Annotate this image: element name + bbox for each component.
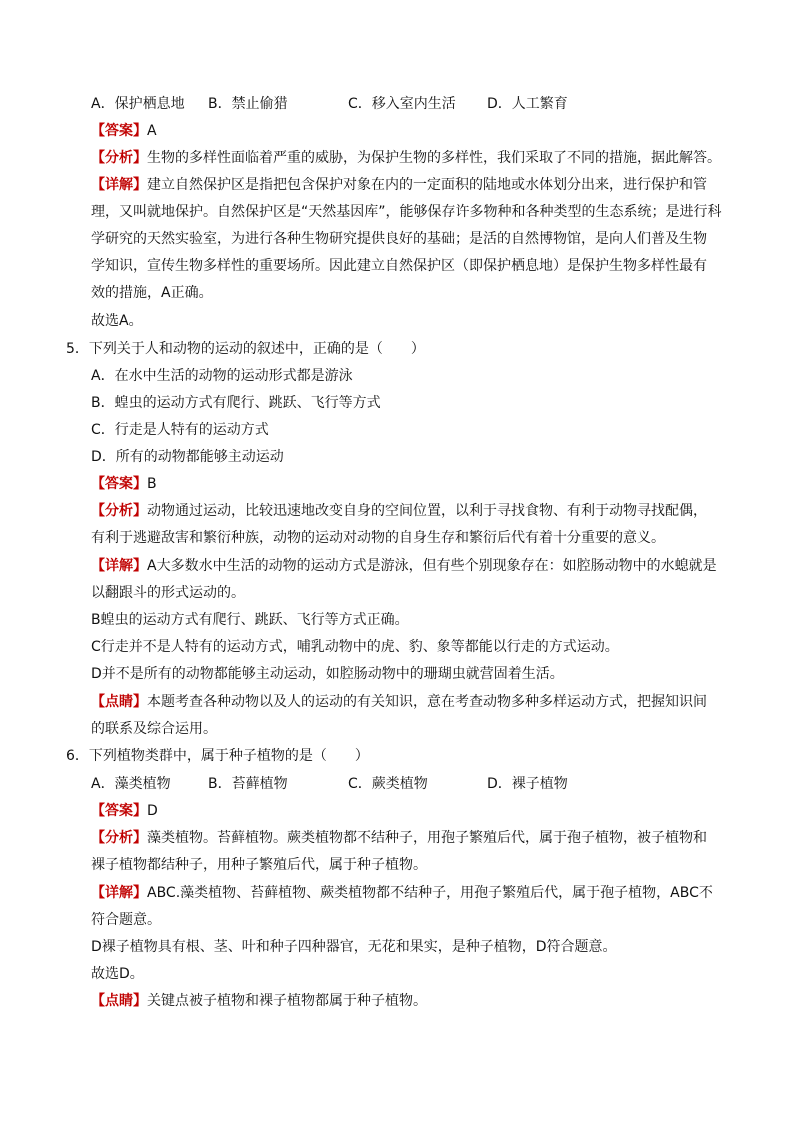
q5-detail xyxy=(91,556,717,576)
answer-tag: 【答案】 xyxy=(91,803,147,819)
detail-line: B蝗虫的运动方式有爬行、跳跃、飞行等方式正确。 xyxy=(91,612,409,628)
answer-text: D xyxy=(147,803,158,819)
detail-line: 符合题意。 xyxy=(91,912,161,928)
q6-conclusion: 故选D。 xyxy=(91,966,144,982)
analysis-tag: 【分析】 xyxy=(91,830,147,846)
q5-comment xyxy=(91,692,707,712)
detail-line: 理，又叫就地保护。自然保护区是“天然基因库”，能够保存许多物种和各种类型的生态系统；是进行科 xyxy=(91,204,722,220)
detail-line: A大多数水中生活的动物的运动方式是游泳，但有些个别现象存在：如腔肠动物中的水螅就是 xyxy=(147,558,717,574)
q5-analysis xyxy=(91,501,707,521)
q4-conclusion: 故选A。 xyxy=(91,313,143,329)
detail-line: 学研究的天然实验室，为进行各种生物研究提供良好的基础；是活的自然博物馆，是向人们普及生物 xyxy=(91,231,707,247)
detail-tag: 【详解】 xyxy=(91,177,147,193)
q5-answer xyxy=(91,474,157,494)
analysis-line: 裸子植物都结种子，用种子繁殖后代，属于种子植物。 xyxy=(91,857,427,873)
answer-text: A xyxy=(147,123,157,139)
q6-option-d: D．裸子植物 xyxy=(487,776,568,792)
q5-option-a: A．在水中生活的动物的运动形式都是游泳 xyxy=(91,368,353,384)
q5-option-d: D．所有的动物都能够主动运动 xyxy=(91,449,284,465)
analysis-text: 生物的多样性面临着严重的威胁，为保护生物的多样性，我们采取了不同的措施，据此解答。 xyxy=(147,150,721,166)
q5-option-b: B．蝗虫的运动方式有爬行、跳跃、飞行等方式 xyxy=(91,395,381,411)
q6-answer xyxy=(91,801,158,821)
detail-line: C行走并不是人特有的运动方式，哺乳动物中的虎、豹、象等都能以行走的方式运动。 xyxy=(91,639,619,655)
comment-line: 本题考查各种动物以及人的运动的有关知识，意在考查动物多种多样运动方式，把握知识间 xyxy=(147,694,707,710)
detail-line: 以翻跟斗的形式运动的。 xyxy=(91,585,245,601)
q4-option-c: C．移入室内生活 xyxy=(348,96,456,112)
q6-stem: 6．下列植物类群中，属于种子植物的是（ ） xyxy=(66,748,369,764)
q6-option-c: C．蕨类植物 xyxy=(348,776,428,792)
detail-tag: 【详解】 xyxy=(91,558,147,574)
q6-option-b: B．苔藓植物 xyxy=(208,776,288,792)
q6-detail xyxy=(91,883,713,903)
detail-line: ABC.藻类植物、苔藓植物、蕨类植物都不结种子，用孢子繁殖后代，属于孢子植物，ABC不 xyxy=(147,885,713,901)
q5-option-c: C．行走是人特有的运动方式 xyxy=(91,422,269,438)
q4-option-a: A．保护栖息地 xyxy=(91,96,185,112)
analysis-line: 动物通过运动，比较迅速地改变自身的空间位置，以利于寻找食物、有利于动物寻找配偶， xyxy=(147,503,707,519)
detail-line: D并不是所有的动物都能够主动运动，如腔肠动物中的珊瑚虫就营固着生活。 xyxy=(91,666,564,682)
q4-analysis xyxy=(91,148,721,168)
comment-text: 关键点被子植物和裸子植物都属于种子植物。 xyxy=(147,993,427,1009)
q5-stem: 5．下列关于人和动物的运动的叙述中，正确的是（ ） xyxy=(66,341,425,357)
answer-text: B xyxy=(147,476,157,492)
analysis-line: 藻类植物。苔藓植物。蕨类植物都不结种子，用孢子繁殖后代，属于孢子植物，被子植物和 xyxy=(147,830,707,846)
q6-analysis xyxy=(91,828,707,848)
comment-tag: 【点睛】 xyxy=(91,993,147,1009)
q6-option-a: A．藻类植物 xyxy=(91,776,171,792)
detail-tag: 【详解】 xyxy=(91,885,147,901)
q4-option-d: D．人工繁育 xyxy=(487,96,568,112)
answer-tag: 【答案】 xyxy=(91,123,147,139)
detail-line: 建立自然保护区是指把包含保护对象在内的一定面积的陆地或水体划分出来，进行保护和管 xyxy=(147,177,707,193)
analysis-tag: 【分析】 xyxy=(91,503,147,519)
detail-line: 学知识，宣传生物多样性的重要场所。因此建立自然保护区（即保护栖息地）是保护生物多样性最有 xyxy=(91,258,707,274)
detail-line: D裸子植物具有根、茎、叶和种子四种器官，无花和果实，是种子植物，D符合题意。 xyxy=(91,939,617,955)
answer-tag: 【答案】 xyxy=(91,476,147,492)
q4-option-b: B．禁止偷猎 xyxy=(208,96,288,112)
analysis-line: 有利于逃避敌害和繁衍种族，动物的运动对动物的自身生存和繁衍后代有着十分重要的意义。 xyxy=(91,530,665,546)
detail-line: 效的措施，A正确。 xyxy=(91,285,213,301)
comment-tag: 【点睛】 xyxy=(91,694,147,710)
q4-detail xyxy=(91,175,707,195)
comment-line: 的联系及综合运用。 xyxy=(91,721,217,737)
q6-comment xyxy=(91,991,427,1011)
q4-answer xyxy=(91,121,157,141)
analysis-tag: 【分析】 xyxy=(91,150,147,166)
